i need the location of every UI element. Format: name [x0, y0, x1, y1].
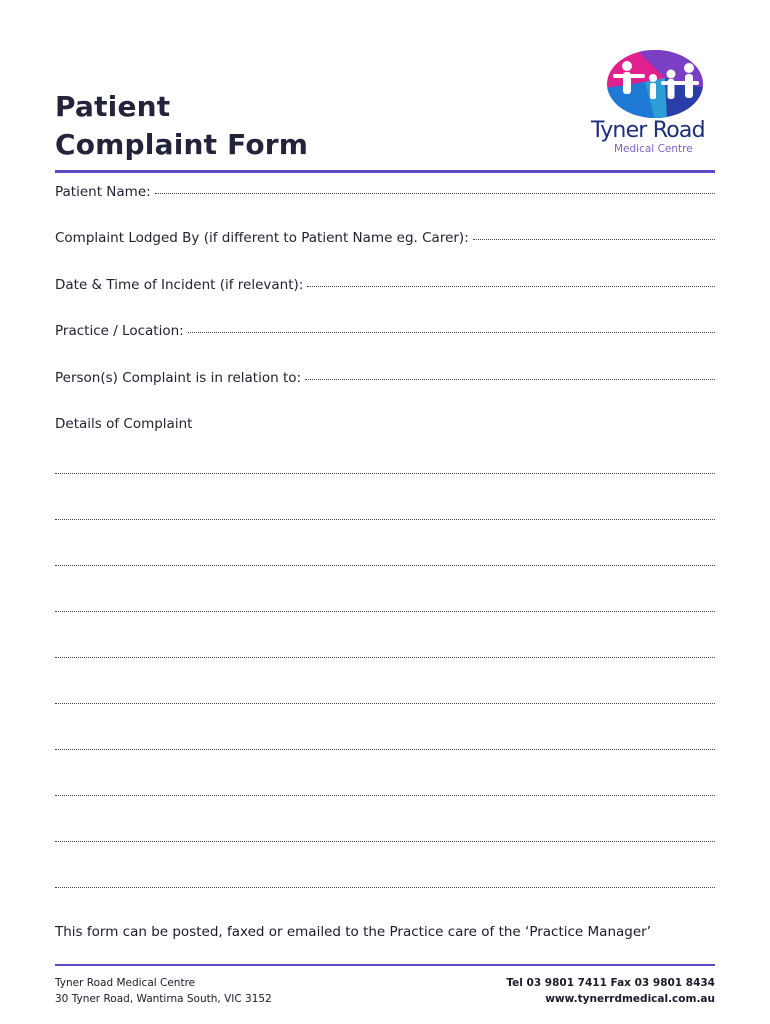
submission-note: This form can be posted, faxed or emailed to the Practice care of the ‘Practice Manager’ [55, 924, 651, 940]
footer-website[interactable]: www.tynerrdmedical.com.au [545, 993, 715, 1005]
details-line[interactable] [55, 795, 715, 796]
incident-datetime-label: Date & Time of Incident (if relevant): [55, 277, 304, 293]
persons-involved-line[interactable] [305, 378, 715, 380]
footer-address-block [55, 975, 272, 1007]
details-line[interactable] [55, 473, 715, 474]
incident-datetime-field[interactable] [55, 277, 715, 297]
footer-divider [55, 964, 715, 966]
title-line-1: Patient [55, 90, 171, 123]
patient-name-field[interactable] [55, 184, 715, 204]
patient-name-label: Patient Name: [55, 184, 151, 200]
practice-location-field[interactable] [55, 323, 715, 343]
details-line[interactable] [55, 519, 715, 520]
practice-location-line[interactable] [188, 331, 715, 333]
title-line-2: Complaint Form [55, 128, 309, 161]
footer-org-name: Tyner Road Medical Centre [55, 977, 196, 989]
persons-involved-field[interactable] [55, 370, 715, 390]
details-line[interactable] [55, 657, 715, 658]
complaint-lodged-by-field[interactable] [55, 230, 715, 250]
footer-contact-block [506, 975, 715, 1007]
family-logo-icon [605, 48, 705, 120]
logo-clinic-subtitle: Medical Centre [614, 143, 693, 155]
details-of-complaint-label: Details of Complaint [55, 416, 193, 432]
complaint-lodged-by-line[interactable] [473, 238, 715, 240]
incident-datetime-line[interactable] [307, 285, 715, 287]
patient-name-line[interactable] [155, 192, 715, 194]
details-line[interactable] [55, 565, 715, 566]
practice-location-label: Practice / Location: [55, 323, 184, 339]
details-line[interactable] [55, 703, 715, 704]
complaint-lodged-by-label: Complaint Lodged By (if different to Patient Name eg. Carer): [55, 230, 469, 246]
details-line[interactable] [55, 749, 715, 750]
details-line[interactable] [55, 841, 715, 842]
header-divider [55, 170, 715, 173]
details-line[interactable] [55, 887, 715, 888]
clinic-logo [585, 48, 725, 168]
page-title [55, 88, 308, 164]
persons-involved-label: Person(s) Complaint is in relation to: [55, 370, 302, 386]
logo-clinic-name: Tyner Road [591, 118, 705, 143]
footer-phone-fax: Tel 03 9801 7411 Fax 03 9801 8434 [506, 977, 715, 989]
footer-address: 30 Tyner Road, Wantirna South, VIC 3152 [55, 993, 272, 1005]
details-line[interactable] [55, 611, 715, 612]
